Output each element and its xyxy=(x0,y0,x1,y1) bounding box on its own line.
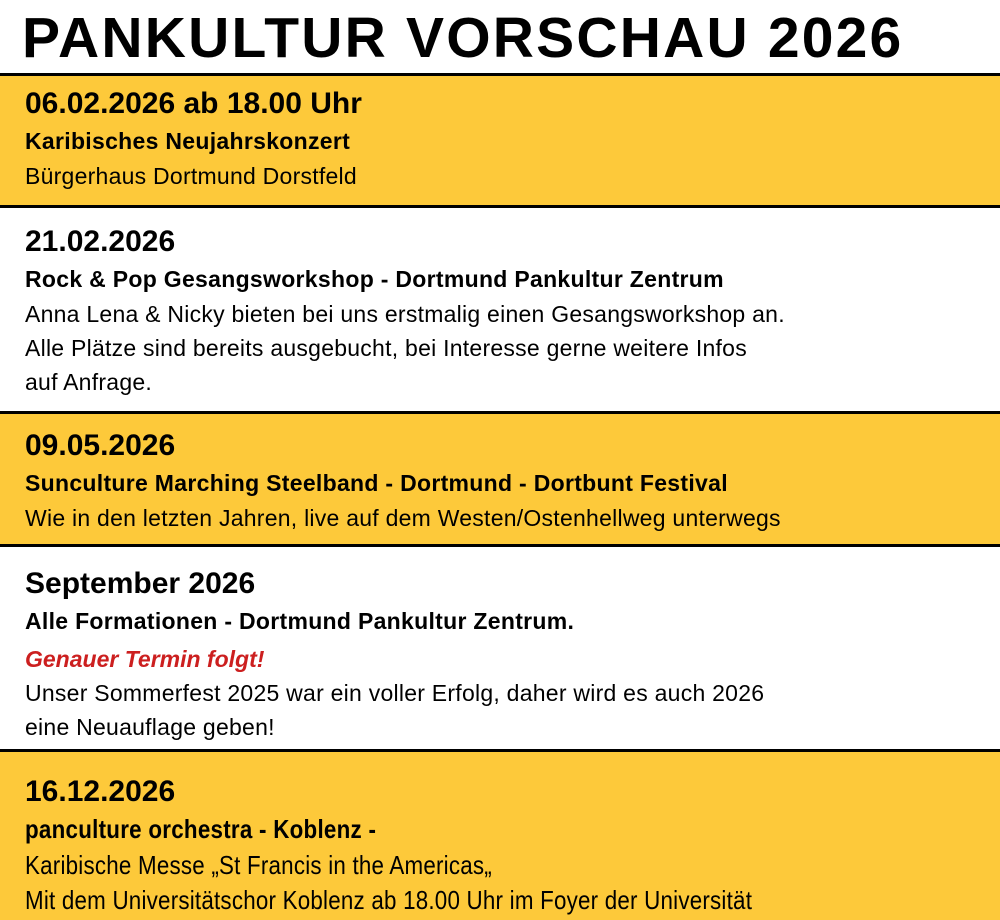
event-text: eine Neuauflage geben! xyxy=(25,714,275,740)
event-text: Anna Lena & Nicky bieten bei uns erstmalig einen Gesangsworkshop an. xyxy=(25,301,785,327)
event-text: Karibische Messe „St Francis in the Americas„ xyxy=(25,850,492,880)
event-date: September 2026 xyxy=(25,567,256,600)
event-text: auf Anfrage. xyxy=(25,369,153,395)
event-3 xyxy=(0,411,1000,544)
event-1 xyxy=(0,73,1000,205)
event-date: 06.02.2026 ab 18.00 Uhr xyxy=(25,87,362,120)
event-text: Unser Sommerfest 2025 war ein voller Erfolg, daher wird es auch 2026 xyxy=(25,680,765,706)
event-headline: panculture orchestra - Koblenz - xyxy=(25,814,377,844)
event-headline: Rock & Pop Gesangsworkshop - Dortmund Pankultur Zentrum xyxy=(25,266,724,292)
event-text: Mit dem Universitätschor Koblenz ab 18.00 Uhr im Foyer der Universität xyxy=(25,885,753,915)
event-text: Bürgerhaus Dortmund Dorstfeld xyxy=(25,163,357,189)
event-headline: Alle Formationen - Dortmund Pankultur Zentrum. xyxy=(25,608,575,634)
event-text: Wie in den letzten Jahren, live auf dem Westen/Ostenhellweg unterwegs xyxy=(25,505,781,531)
event-2 xyxy=(0,205,1000,411)
event-date: 21.02.2026 xyxy=(25,225,176,258)
event-headline: Sunculture Marching Steelband - Dortmund - Dortbunt Festival xyxy=(25,470,728,496)
event-headline: Karibisches Neujahrskonzert xyxy=(25,128,351,154)
event-date: 09.05.2026 xyxy=(25,429,176,462)
event-text: Alle Plätze sind bereits ausgebucht, bei Interesse gerne weitere Infos xyxy=(25,335,747,361)
event-5 xyxy=(0,749,1000,920)
page-title: PANKULTUR VORSCHAU 2026 xyxy=(22,6,904,70)
event-date: 16.12.2026 xyxy=(25,775,176,808)
event-4 xyxy=(0,544,1000,749)
event-note: Genauer Termin folgt! xyxy=(25,646,265,672)
